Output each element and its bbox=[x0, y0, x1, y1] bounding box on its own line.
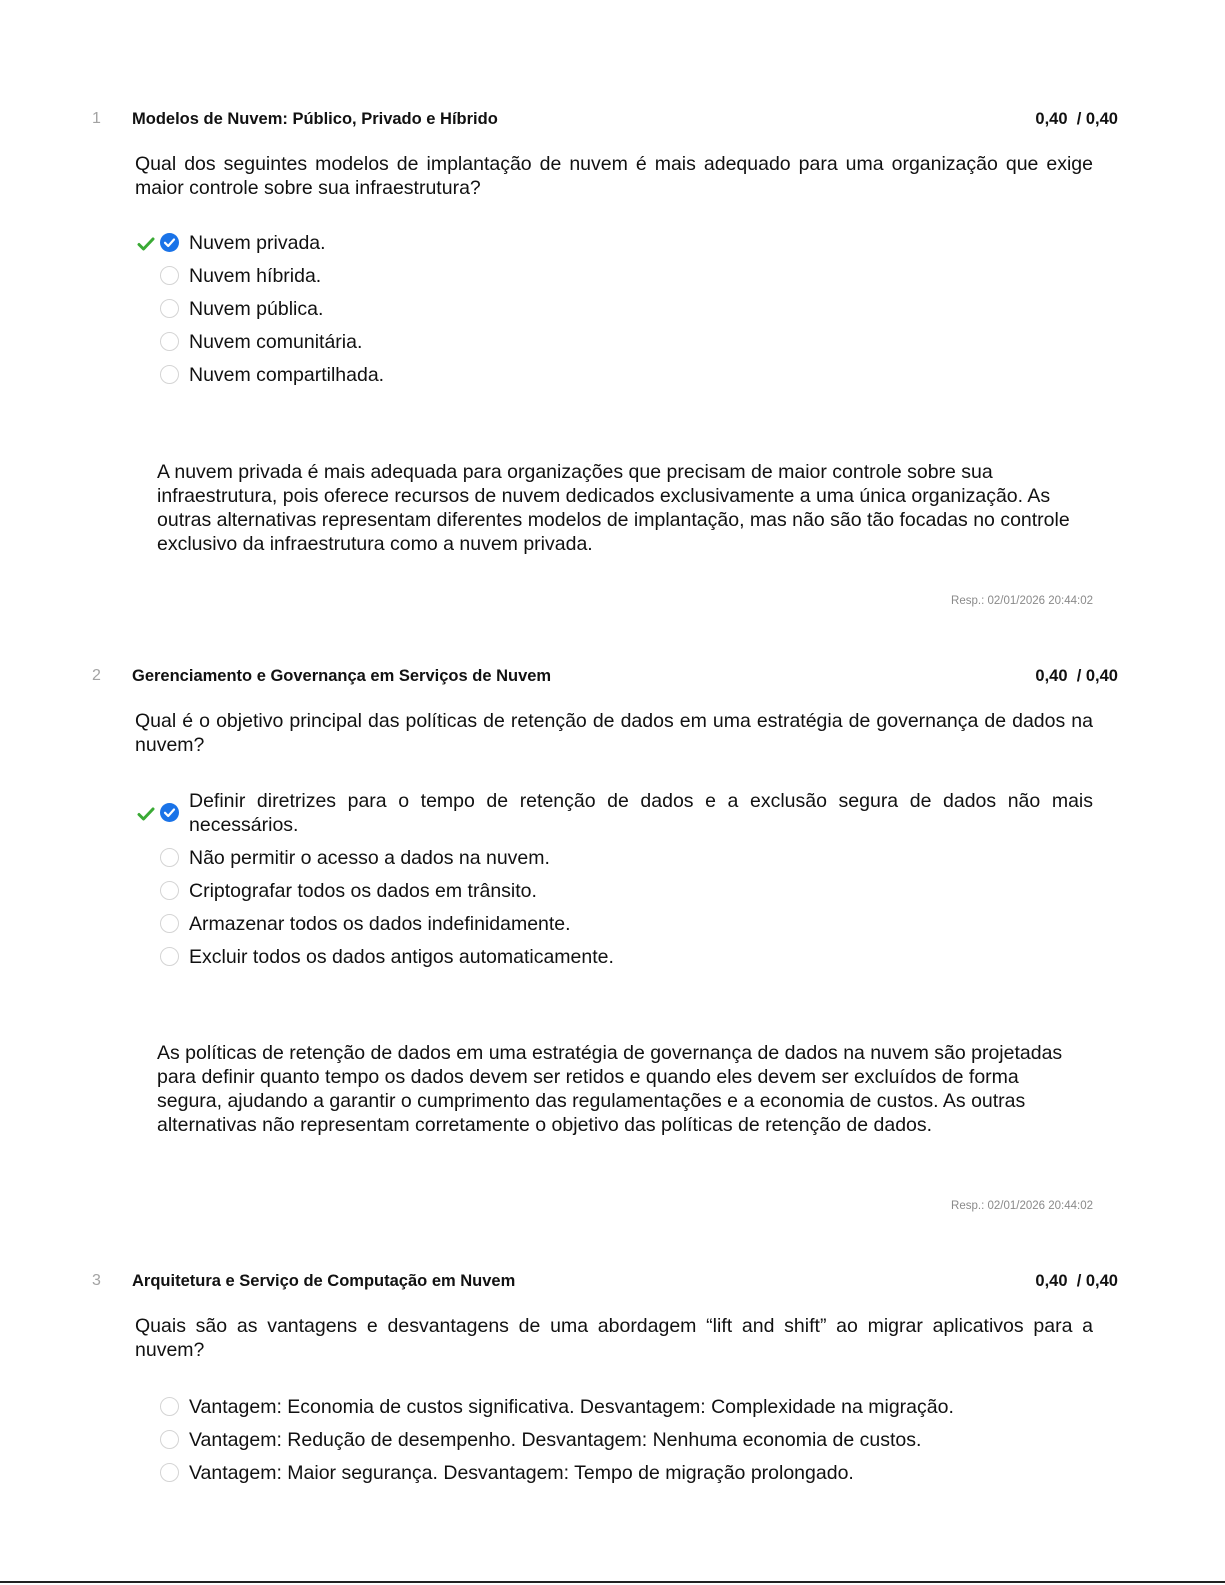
option-label: Vantagem: Redução de desempenho. Desvantagem: Nenhuma economia de custos. bbox=[189, 1429, 922, 1451]
question-topic: Gerenciamento e Governança em Serviços de Nuvem bbox=[132, 667, 552, 685]
question-score: 0,40 / 0,40 bbox=[1035, 667, 1118, 685]
response-timestamp: Resp.: 02/01/2026 20:44:02 bbox=[951, 595, 1093, 607]
question-number: 1 bbox=[92, 110, 101, 127]
question-header bbox=[0, 664, 1225, 688]
question-number: 3 bbox=[92, 1272, 101, 1289]
response-timestamp: Resp.: 02/01/2026 20:44:02 bbox=[951, 1200, 1093, 1212]
radio-button[interactable] bbox=[160, 1463, 179, 1482]
checkmark-icon bbox=[160, 233, 179, 252]
option-label: Criptografar todos os dados em trânsito. bbox=[189, 880, 537, 902]
radio-button[interactable] bbox=[160, 848, 179, 867]
option-label: Definir diretrizes para o tempo de retenção de dados e a exclusão segura de dados não mais necessários. bbox=[189, 790, 1093, 836]
answer-explanation: As políticas de retenção de dados em uma estratégia de governança de dados na nuvem são projetadas para definir quanto tempo os dados devem ser retidos e quando eles devem ser excluídos de forma segura, ajudando a garantir o cumprimento das regulamentações e a economia de custos. As outras alternativas não representam corretamente o objetivo das políticas de retenção de dados. bbox=[157, 1042, 1063, 1136]
radio-button[interactable] bbox=[160, 914, 179, 933]
radio-button[interactable] bbox=[160, 881, 179, 900]
question-2 bbox=[0, 664, 1225, 1224]
question-3 bbox=[0, 1269, 1225, 1489]
option-label: Nuvem pública. bbox=[189, 298, 324, 320]
radio-button[interactable] bbox=[160, 947, 179, 966]
option-label: Armazenar todos os dados indefinidamente. bbox=[189, 913, 571, 935]
option-label: Nuvem privada. bbox=[189, 232, 326, 254]
question-text: Qual é o objetivo principal das políticas de retenção de dados em uma estratégia de governança de dados na nuvem? bbox=[135, 710, 1093, 756]
answer-explanation: A nuvem privada é mais adequada para organizações que precisam de maior controle sobre sua infraestrutura, pois oferece recursos de nuvem dedicados exclusivamente a uma única organização. As outras alternativas representam diferentes modelos de implantação, mas não são tão focadas no controle exclusivo da infraestrutura como a nuvem privada. bbox=[157, 461, 1070, 555]
option-label: Não permitir o acesso a dados na nuvem. bbox=[189, 847, 550, 869]
option-label: Excluir todos os dados antigos automaticamente. bbox=[189, 946, 614, 968]
question-text: Quais são as vantagens e desvantagens de uma abordagem “lift and shift” ao migrar aplicativos para a nuvem? bbox=[135, 1315, 1093, 1361]
option-label: Vantagem: Economia de custos significativa. Desvantagem: Complexidade na migração. bbox=[189, 1396, 954, 1418]
correct-check-icon bbox=[137, 807, 155, 821]
checkmark-icon bbox=[160, 803, 179, 822]
radio-button[interactable] bbox=[160, 1430, 179, 1449]
option-label: Nuvem comunitária. bbox=[189, 331, 363, 353]
radio-checked[interactable] bbox=[160, 233, 179, 252]
question-score: 0,40 / 0,40 bbox=[1035, 110, 1118, 128]
radio-button[interactable] bbox=[160, 266, 179, 285]
question-number: 2 bbox=[92, 667, 101, 684]
question-score: 0,40 / 0,40 bbox=[1035, 1272, 1118, 1290]
question-text: Qual dos seguintes modelos de implantação de nuvem é mais adequado para uma organização que exige maior controle sobre sua infraestrutura? bbox=[135, 153, 1093, 199]
radio-button[interactable] bbox=[160, 1397, 179, 1416]
question-topic: Modelos de Nuvem: Público, Privado e Híbrido bbox=[132, 110, 498, 128]
correct-check-icon bbox=[137, 237, 155, 251]
option-label: Nuvem compartilhada. bbox=[189, 364, 385, 386]
question-header bbox=[0, 107, 1225, 131]
question-1 bbox=[0, 107, 1225, 627]
radio-checked[interactable] bbox=[160, 803, 179, 822]
page-bottom-border bbox=[0, 1581, 1225, 1583]
radio-button[interactable] bbox=[160, 332, 179, 351]
option-label: Vantagem: Maior segurança. Desvantagem: Tempo de migração prolongado. bbox=[189, 1462, 854, 1484]
question-header bbox=[0, 1269, 1225, 1293]
radio-button[interactable] bbox=[160, 299, 179, 318]
question-topic: Arquitetura e Serviço de Computação em Nuvem bbox=[132, 1272, 516, 1290]
radio-button[interactable] bbox=[160, 365, 179, 384]
option-label: Nuvem híbrida. bbox=[189, 265, 322, 287]
